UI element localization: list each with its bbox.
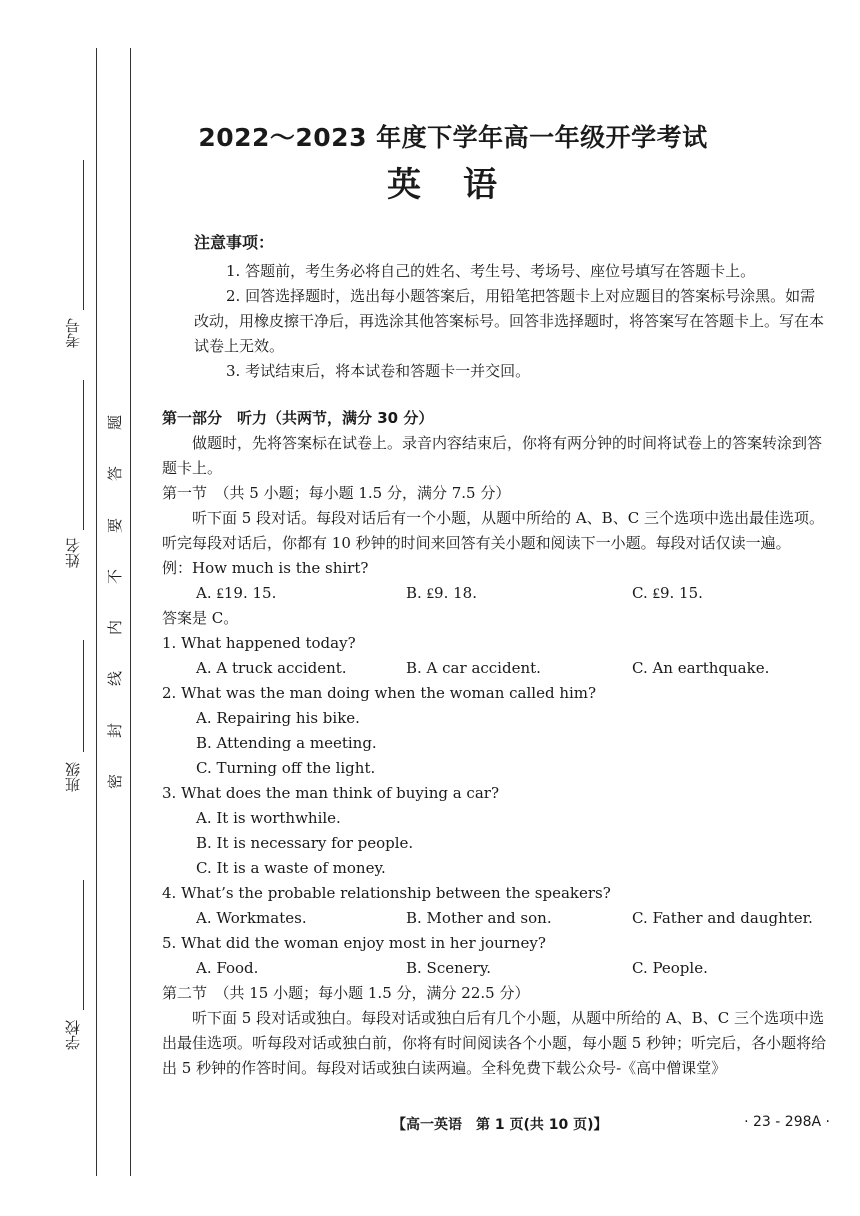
- part-title: 第一部分 听力（共两节，满分 30 分）: [162, 409, 434, 427]
- notice-item: 2. 回答选择题时，选出每小题答案后，用铅笔把答题卡上对应题目的答案标号涂黑。如需改动，用橡皮擦干净后，再选涂其他答案标号。回答非选择题时，将答案写在答题卡上。写在本试卷上无效。: [194, 287, 825, 355]
- question-options: [162, 906, 830, 931]
- option: A. A truck accident.: [196, 659, 347, 677]
- option: A. Food.: [196, 959, 259, 977]
- name-label: 姓名: [64, 538, 82, 568]
- class-label: 班级: [64, 762, 82, 792]
- exam-code: · 23 - 298A ·: [744, 1114, 830, 1130]
- part-intro: 做题时，先将答案标在试卷上。录音内容结束后，你将有两分钟的时间将试卷上的答案转涂到答题卡上。: [162, 434, 823, 477]
- seal-char: 答: [106, 466, 125, 482]
- option: C. It is a waste of money.: [196, 859, 386, 877]
- example-options: [162, 581, 830, 606]
- option: B. A car accident.: [406, 659, 541, 677]
- section2-intro: 听下面 5 段对话或独白。每段对话或独白后有几个小题，从题中所给的 A、B、C 三个选项中选出最佳选项。听每段对话或独白前，你将有时间阅读各个小题，每小题 5 秒钟；听完后，各小题将给出 5 秒钟的作答时间。每段对话或独白读两遍。全科免费下载公众号-《高中僧课堂》: [162, 1009, 827, 1077]
- school-fill-line[interactable]: [83, 880, 84, 1010]
- seal-char: 封: [106, 722, 125, 738]
- option: C. Turning off the light.: [196, 759, 376, 777]
- example-question: 例：How much is the shirt?: [162, 559, 369, 577]
- class-fill-line[interactable]: [83, 640, 84, 752]
- option: C. An earthquake.: [632, 659, 770, 677]
- option: C. People.: [632, 959, 708, 977]
- binding-line-inner: [96, 48, 97, 1176]
- notice-item: 3. 考试结束后，将本试卷和答题卡一并交回。: [226, 362, 531, 380]
- question: 2. What was the man doing when the woman called him?: [162, 684, 597, 702]
- question: 5. What did the woman enjoy most in her journey?: [162, 934, 546, 952]
- question: 1. What happened today?: [162, 634, 356, 652]
- exam-title: 2022～2023 年度下学年高一年级开学考试: [198, 123, 708, 152]
- seal-char: 题: [106, 414, 125, 431]
- section1-title: 第一节 （共 5 小题；每小题 1.5 分，满分 7.5 分）: [162, 484, 511, 502]
- section1-intro: 听下面 5 段对话。每段对话后有一个小题，从题中所给的 A、B、C 三个选项中选出最佳选项。听完每段对话后，你都有 10 秒钟的时间来回答有关小题和阅读下一小题。每段对话仅读一遍。: [162, 509, 824, 552]
- school-label: 学校: [64, 1020, 82, 1050]
- option: A. Repairing his bike.: [196, 709, 360, 727]
- example-answer: 答案是 C。: [162, 609, 239, 627]
- option: B. Attending a meeting.: [196, 734, 377, 752]
- question: 3. What does the man think of buying a car?: [162, 784, 499, 802]
- option: B. It is necessary for people.: [196, 834, 414, 852]
- notice-heading: 注意事项：: [194, 233, 275, 252]
- option: A. Workmates.: [196, 909, 307, 927]
- binding-line-outer: [130, 48, 131, 1176]
- option: B. Mother and son.: [406, 909, 552, 927]
- option: C. Father and daughter.: [632, 909, 813, 927]
- option: C. ₤9. 15.: [632, 584, 703, 602]
- listening-part: [162, 406, 830, 1081]
- seal-char: 不: [106, 568, 125, 584]
- section2-title: 第二节 （共 15 小题；每小题 1.5 分，满分 22.5 分）: [162, 984, 530, 1002]
- seal-char: 要: [106, 517, 125, 533]
- name-fill-line[interactable]: [83, 380, 84, 530]
- question-options: [162, 656, 830, 681]
- seal-warning: [104, 412, 126, 792]
- page-number: 【高一英语 第 1 页(共 10 页)】: [392, 1117, 608, 1133]
- exam-content: [162, 230, 830, 1081]
- question-options: [162, 956, 830, 981]
- option: A. ₤19. 15.: [196, 584, 277, 602]
- question: 4. What’s the probable relationship between the speakers?: [162, 884, 611, 902]
- seal-char: 内: [106, 620, 125, 636]
- option: A. It is worthwhile.: [196, 809, 341, 827]
- notice-block: [162, 230, 830, 384]
- exam-number-label: 考号: [64, 318, 82, 348]
- seal-char: 密: [106, 773, 125, 789]
- seal-char: 线: [106, 671, 125, 687]
- subject-title: 英语: [387, 165, 539, 205]
- notice-item: 1. 答题前，考生务必将自己的姓名、考生号、考场号、座位号填写在答题卡上。: [226, 262, 756, 280]
- option: B. Scenery.: [406, 959, 492, 977]
- option: B. ₤9. 18.: [406, 584, 477, 602]
